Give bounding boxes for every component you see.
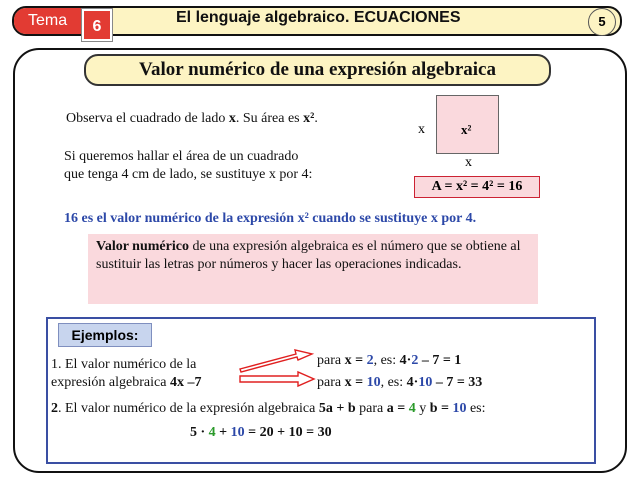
calc-five: 5 · bbox=[190, 425, 209, 440]
case-1-calc-b: 2 bbox=[411, 353, 419, 368]
example-2-es: es: bbox=[466, 401, 486, 416]
example-2-calculation bbox=[190, 424, 450, 441]
definition-text: de una expresión algebraica es el número que se obtiene al sustituir las letras por números y hacer las operaciones indicadas. bbox=[96, 239, 521, 272]
numeric-value-statement: 16 es el valor numérico de la expresión x² cuando se sustituye x por 4. bbox=[64, 211, 477, 226]
tema-label: Tema bbox=[14, 8, 104, 34]
header-title: El lenguaje algebraico. ECUACIONES bbox=[176, 9, 461, 26]
examples-label: Ejemplos: bbox=[58, 323, 152, 347]
intro-lado: x bbox=[228, 111, 236, 126]
intro-text-mid: . Su área es bbox=[235, 111, 304, 126]
hallar-line-1: Si queremos hallar el área de un cuadrado bbox=[64, 149, 299, 164]
case-2-calc-c: – 7 = 33 bbox=[432, 375, 483, 390]
square-side-left: x bbox=[418, 122, 425, 137]
example-1-line-1: 1. El valor numérico de la bbox=[51, 357, 197, 372]
example-2-expression: 5a + b bbox=[318, 401, 356, 416]
example-2-b-value: 10 bbox=[452, 401, 467, 416]
example-2-y: y bbox=[415, 401, 430, 416]
example-2-text: . El valor numérico de la expresión algebraica bbox=[58, 401, 319, 416]
example-1-case-1 bbox=[317, 352, 597, 369]
hallar-line-2: que tenga 4 cm de lado, se sustituye x por 4: bbox=[64, 167, 313, 182]
case-2-calc-a: 4· bbox=[406, 375, 419, 390]
tema-number-badge: 6 bbox=[82, 9, 112, 41]
case-1-value: 2 bbox=[366, 353, 374, 368]
example-2-a-value: 4 bbox=[408, 401, 416, 416]
case-1-calc-c: – 7 = 1 bbox=[418, 353, 462, 368]
page-number: 5 bbox=[588, 8, 616, 36]
case-1-es: , es: bbox=[373, 353, 400, 368]
definition-box bbox=[88, 234, 538, 304]
example-1-case-2 bbox=[317, 374, 597, 391]
example-2-a-assign: a = bbox=[386, 401, 409, 416]
example-1-expression: 4x –7 bbox=[169, 375, 202, 390]
example-2-para: para bbox=[355, 401, 387, 416]
calc-rest: = 20 + 10 = 30 bbox=[244, 425, 332, 440]
example-2-b-assign: b = bbox=[429, 401, 453, 416]
definition-term: Valor numérico bbox=[96, 239, 189, 254]
intro-text-end: . bbox=[314, 111, 318, 126]
case-1-para: para bbox=[317, 353, 345, 368]
square-area-label: x² bbox=[461, 122, 472, 137]
case-2-assign: x = bbox=[344, 375, 367, 390]
intro-area: x² bbox=[303, 111, 315, 126]
example-2-statement bbox=[51, 400, 591, 417]
calc-plus: + bbox=[215, 425, 231, 440]
section-title: Valor numérico de una expresión algebraica bbox=[84, 54, 551, 86]
arrow-right-icon bbox=[240, 372, 314, 386]
case-1-calc-a: 4· bbox=[399, 353, 412, 368]
case-2-calc-b: 10 bbox=[418, 375, 433, 390]
case-1-assign: x = bbox=[344, 353, 367, 368]
intro-text-pre: Observa el cuadrado de lado bbox=[66, 111, 229, 126]
case-2-es: , es: bbox=[380, 375, 407, 390]
calc-four: 4 bbox=[208, 425, 216, 440]
example-1-arrows bbox=[238, 346, 318, 388]
example-1-line-2-text: expresión algebraica bbox=[51, 375, 170, 390]
case-2-value: 10 bbox=[366, 375, 381, 390]
area-formula: A = x² = 4² = 16 bbox=[414, 176, 540, 198]
case-2-para: para bbox=[317, 375, 345, 390]
square-side-bottom: x bbox=[465, 155, 472, 170]
arrow-up-icon bbox=[240, 350, 312, 372]
example-2-number: 2 bbox=[51, 401, 58, 416]
intro-sentence bbox=[66, 110, 396, 127]
calc-ten: 10 bbox=[230, 425, 245, 440]
